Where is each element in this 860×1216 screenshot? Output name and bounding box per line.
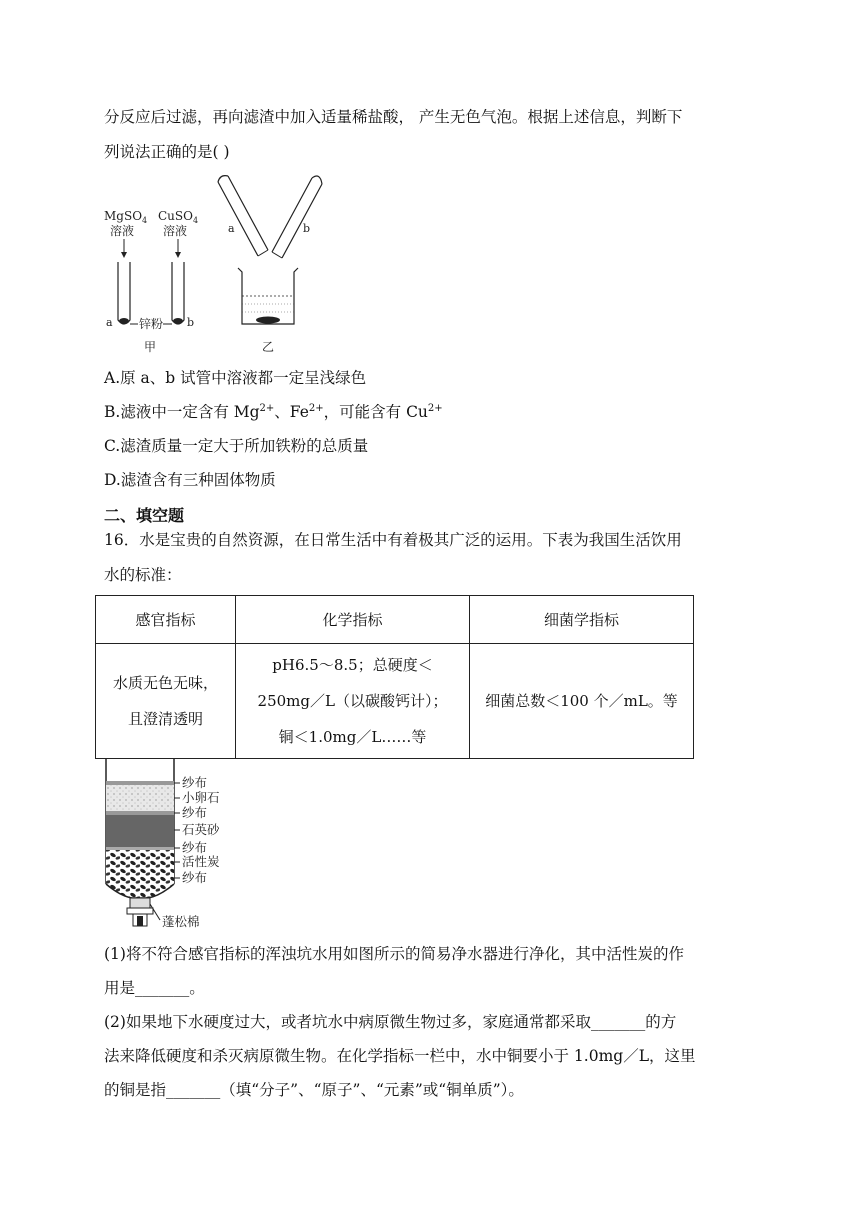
option-b: B.滤液中一定含有 $Mg^{2+}$、$Fe^{2+}$，可能含有 $Cu^{2+}$ — [104, 402, 443, 421]
experiment-figure — [100, 168, 340, 358]
gauze-layer — [106, 781, 174, 785]
option-a: A.原 a、b 试管中溶液都一定呈浅绿色 — [104, 369, 367, 387]
table-header: 感官指标 — [96, 596, 236, 644]
tube-b-solution-word: 溶液 — [163, 224, 188, 238]
tube-b-letter: b — [187, 316, 195, 329]
filter-label-gauze: 纱布 — [182, 870, 208, 885]
gauze-layer — [106, 811, 174, 815]
option-d: D.滤渣含有三种固体物质 — [104, 471, 276, 489]
cotton-plug — [130, 898, 150, 908]
option-c: C.滤渣质量一定大于所加铁粉的总质量 — [104, 437, 369, 455]
table-header: 化学指标 — [236, 596, 470, 644]
intro-line-1: 分反应后过滤，再向滤渣中加入适量稀盐酸， 产生无色气泡。根据上述信息，判断下 — [104, 108, 683, 126]
section-heading: 二、填空题 — [104, 506, 185, 525]
chemical-cell: pH6.5～8.5；总硬度＜ 250mg／L（以碳酸钙计）； 铜＜1.0mg／L……等 — [236, 644, 470, 759]
tilted-tube-a-letter: a — [228, 222, 235, 235]
water-filter-figure — [100, 756, 250, 934]
arrow-down-icon — [175, 239, 181, 258]
q1-line-2: 用是_______。 — [104, 979, 205, 997]
filter-label-gauze: 纱布 — [182, 805, 208, 820]
zinc-powder-label: 锌粉 — [139, 317, 164, 331]
quartz-sand-layer — [106, 815, 174, 847]
test-tube-b — [172, 262, 184, 324]
tilted-tube-a — [218, 176, 268, 256]
table-row — [96, 644, 694, 759]
figure-yi-label: 乙 — [262, 340, 275, 354]
table-header: 细菌学指标 — [470, 596, 694, 644]
intro-line-2: 列说法正确的是( ) — [104, 143, 230, 161]
filter-label-activated-carbon: 活性炭 — [182, 854, 220, 869]
tube-b-solution-label: CuSO$_4$ — [158, 209, 199, 225]
tilted-tube-b — [272, 176, 322, 258]
beaker — [238, 268, 298, 324]
q2-line-1: (2)如果地下水硬度过大，或者坑水中病原微生物过多，家庭通常都采取_______的方 — [104, 1013, 677, 1031]
q2-line-2: 法来降低硬度和杀灭病原微生物。在化学指标一栏中，水中铜要小于 1.0mg／L，这里 — [104, 1047, 696, 1065]
filter-label-quartz-sand: 石英砂 — [182, 822, 220, 837]
q16-line-1: 16．水是宝贵的自然资源，在日常生活中有着极其广泛的运用。下表为我国生活饮用 — [104, 531, 682, 549]
filter-label-pebbles: 小卵石 — [182, 790, 220, 805]
tube-a-letter: a — [106, 316, 113, 329]
water-standard-table — [95, 595, 694, 759]
tilted-tube-b-letter: b — [303, 222, 311, 235]
gauze-layer — [106, 847, 174, 850]
tube-a-solution-label: MgSO$_4$ — [104, 209, 148, 225]
sensory-cell: 水质无色无味， 且澄清透明 — [96, 644, 236, 759]
bacterial-cell: 细菌总数＜100 个／mL。等 — [470, 644, 694, 759]
q2-line-3: 的铜是指_______（填“分子”、“原子”、“元素”或“铜单质”）。 — [104, 1081, 524, 1099]
q1-line-1: (1)将不符合感官指标的浑浊坑水用如图所示的简易净水器进行净化，其中活性炭的作 — [104, 945, 684, 963]
test-tube-a — [118, 262, 130, 324]
figure-jia-label: 甲 — [144, 340, 157, 354]
pebble-layer — [106, 785, 174, 811]
filter-label-gauze: 纱布 — [182, 775, 208, 790]
arrow-down-icon — [121, 239, 127, 258]
filter-label-gauze: 纱布 — [182, 840, 208, 855]
q16-line-2: 水的标准： — [104, 566, 182, 584]
table-header-row — [96, 596, 694, 644]
filter-label-cotton: 蓬松棉 — [162, 914, 200, 929]
tube-a-solution-word: 溶液 — [110, 224, 135, 238]
